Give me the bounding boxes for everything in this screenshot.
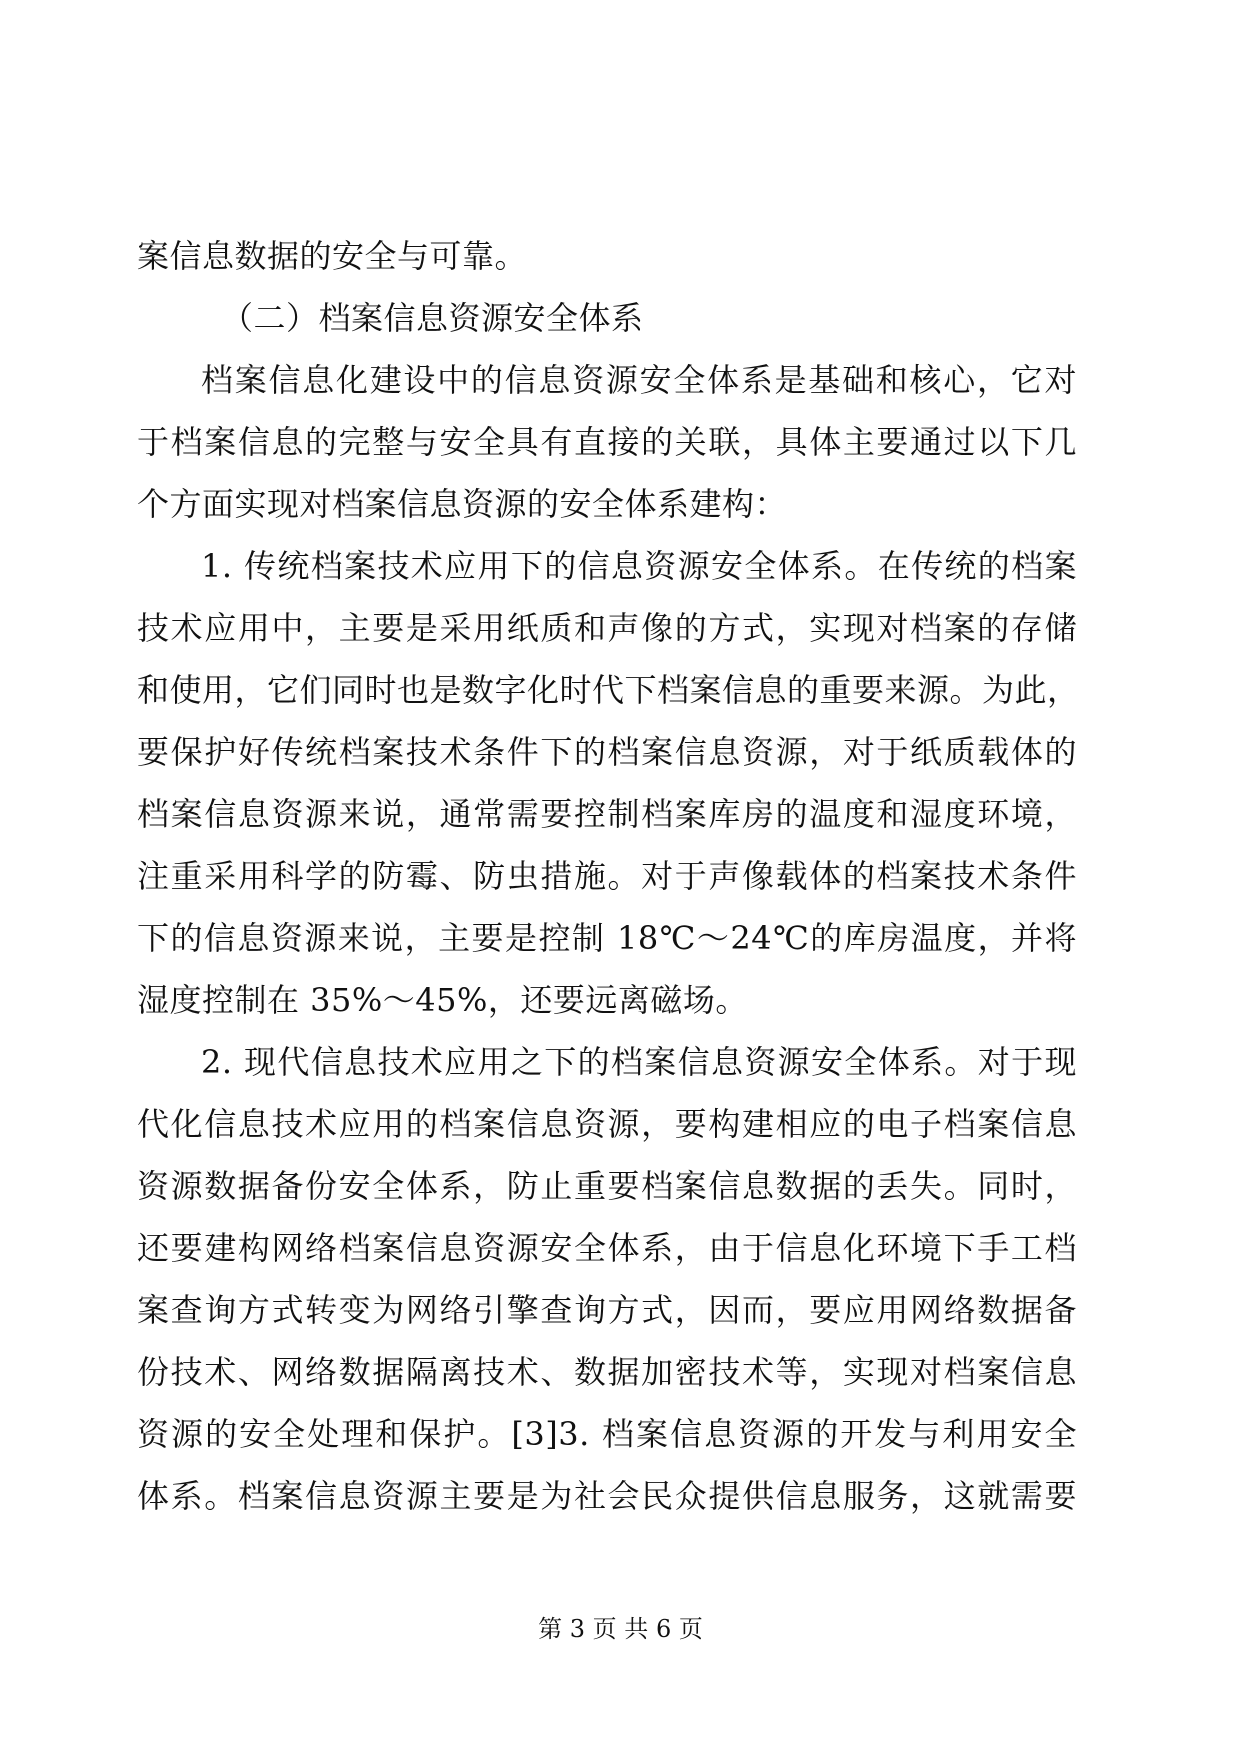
text-line: 还要建构网络档案信息资源安全体系，由于信息化环境下手工档 xyxy=(137,1229,1077,1267)
text-line: 个方面实现对档案信息资源的安全体系建构： xyxy=(137,485,788,523)
text-line: 档案信息资源来说，通常需要控制档案库房的温度和湿度环境， xyxy=(137,795,1077,833)
page-number-footer: 第 3 页 共 6 页 xyxy=(538,1615,703,1643)
text-line: 下的信息资源来说，主要是控制 18℃～24℃的库房温度，并将 xyxy=(137,919,1077,957)
text-line: 技术应用中，主要是采用纸质和声像的方式，实现对档案的存储 xyxy=(137,609,1077,647)
text-line: 资源的安全处理和保护。[3]3. 档案信息资源的开发与利用安全 xyxy=(137,1415,1077,1453)
text-line: 注重采用科学的防霉、防虫措施。对于声像载体的档案技术条件 xyxy=(137,857,1077,895)
text-line: 2. 现代信息技术应用之下的档案信息资源安全体系。对于现 xyxy=(201,1043,1077,1081)
text-line: 于档案信息的完整与安全具有直接的关联，具体主要通过以下几 xyxy=(137,423,1077,461)
text-line: 案查询方式转变为网络引擎查询方式，因而，要应用网络数据备 xyxy=(137,1291,1077,1329)
text-line: 要保护好传统档案技术条件下的档案信息资源，对于纸质载体的 xyxy=(137,733,1077,771)
section-heading: （二）档案信息资源安全体系 xyxy=(221,299,644,337)
text-line: 份技术、网络数据隔离技术、数据加密技术等，实现对档案信息 xyxy=(137,1353,1077,1391)
text-line: 档案信息化建设中的信息资源安全体系是基础和核心，它对 xyxy=(201,361,1077,399)
text-line: 代化信息技术应用的档案信息资源，要构建相应的电子档案信息 xyxy=(137,1105,1077,1143)
text-line: 和使用，它们同时也是数字化时代下档案信息的重要来源。为此， xyxy=(137,671,1080,709)
text-line: 案信息数据的安全与可靠。 xyxy=(137,237,528,275)
text-line: 湿度控制在 35%～45%，还要远离磁场。 xyxy=(137,981,748,1019)
text-line: 1. 传统档案技术应用下的信息资源安全体系。在传统的档案 xyxy=(201,547,1077,585)
text-line: 体系。档案信息资源主要是为社会民众提供信息服务，这就需要 xyxy=(137,1477,1077,1515)
text-line: 资源数据备份安全体系，防止重要档案信息数据的丢失。同时， xyxy=(137,1167,1077,1205)
